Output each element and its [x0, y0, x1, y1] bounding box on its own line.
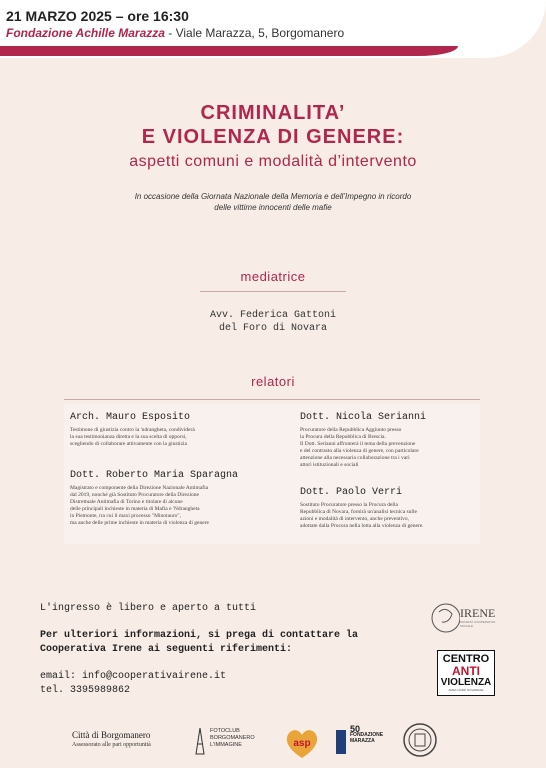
occasion-line-2: delle vittime innocenti delle mafie [214, 203, 332, 212]
citta-borgomanero-logo [72, 730, 151, 748]
mediatrice-label: mediatrice [240, 269, 306, 284]
relatore-description [70, 485, 300, 527]
free-entry-note: L'ingresso è libero e aperto a tutti [40, 603, 257, 614]
venue-name: Fondazione Achille Marazza [6, 26, 165, 40]
relatore-desc-line: Il Dott. Serianni affronterà il tema della prevenzione [300, 441, 416, 447]
relatore-desc-line: Sostituto Procuratore presso la Procura della [300, 502, 398, 508]
relatore-desc-line: azioni e modalità di intervento, anche preventivo, [300, 516, 410, 522]
title-line-2: E VIOLENZA DI GENERE: [141, 126, 405, 148]
borgomanero-sub: Assessorato alle pari opportunità [72, 742, 151, 748]
fotoclub-line: FOTOCLUB [210, 728, 240, 734]
mediatrice-divider [200, 291, 346, 292]
fondazione-text [350, 726, 400, 744]
relatore-desc-line: attenzione alla necessaria collaborazione tra i vari [300, 455, 410, 461]
borgomanero-name: Città di Borgomanero [72, 730, 151, 740]
relatore-desc-line: Procuratore della Repubblica Aggiunto presso [300, 427, 402, 433]
relatore-desc-line: Magistrato e componente della Direzione Nazionale Antimafia [70, 485, 209, 491]
relatore-desc-line: ma anche delle prime inchieste in materia di violenza di genere [70, 520, 209, 526]
event-location [6, 26, 344, 40]
relatore-desc-line: adottate dalla Procura nella lotta alla violenza di genere. [300, 523, 424, 529]
header-accent-bar [0, 46, 458, 56]
centro-antiviolenza-logo [437, 650, 495, 696]
relatore-desc-line: la sua testimonianza diretta e la sua scelta di opporsi, [70, 434, 187, 440]
relatore-description [70, 427, 290, 448]
relatori-label: relatori [251, 374, 295, 389]
venue-address: - Viale Marazza, 5, Borgomanero [164, 26, 345, 40]
marazza-emblem-icon [334, 724, 348, 756]
relatore-card [70, 412, 290, 448]
relatore-desc-line: Testimone di giustizia contro la 'ndrangheta, condividerà [70, 427, 195, 433]
header-band [0, 0, 546, 58]
fondazione-line: FONDAZIONE [350, 732, 384, 738]
contact-phone[interactable]: tel. 3395989862 [40, 685, 131, 696]
fotoclub-tower-icon [192, 726, 208, 756]
title-line-1: CRIMINALITA’ [200, 102, 346, 124]
relatore-card [70, 470, 300, 527]
asp-logo [282, 726, 322, 765]
mediatrice-block [0, 309, 546, 335]
cav-line-3: VIOLENZA [440, 677, 492, 688]
occasion-text [0, 191, 546, 213]
cav-line-1: CENTRO [442, 653, 490, 665]
fotoclub-logo [192, 726, 255, 761]
mediatrice-affiliation: del Foro di Novara [218, 323, 328, 334]
relatore-desc-line: in Piemonte, tra cui il maxi processo "Minotauro", [70, 513, 181, 519]
info-line-1: Per ulteriori informazioni, si prega di contattare la [40, 630, 359, 641]
relatore-desc-line: delle principali inchieste in materia di Mafia e 'Ndrangheta [70, 506, 200, 512]
fondazione-line: MARAZZA [350, 738, 375, 744]
relatore-desc-line: scegliendo di collaborare attivamente con la giustizia [70, 441, 187, 447]
relatore-name: Arch. Mauro Esposito [70, 412, 191, 423]
relatore-description [300, 502, 490, 530]
irene-subtitle: SOCIETÀ COOPERATIVA SOCIALE [460, 620, 496, 628]
irene-wordmark: IRENE [460, 606, 496, 620]
contact-block [40, 670, 226, 698]
relatore-desc-line: e del contrasto alla violenza di genere, con particolare [300, 448, 419, 454]
relatore-desc-line: attori istituzionali e sociali [300, 462, 359, 468]
fondazione-marazza-logo [334, 724, 384, 761]
cav-subtitle: AREA NORD NOVARESE [448, 688, 484, 692]
fotoclub-line: L'IMMAGINE [210, 742, 242, 748]
relatore-name: Dott. Paolo Verri [300, 487, 403, 498]
relatore-desc-line: Repubblica di Novara, fornirà un'analisi tecnica sulle [300, 509, 417, 515]
occasion-line-1: In occasione della Giornata Nazionale della Memoria e dell’Impegno in ricordo [134, 192, 412, 201]
seal-icon [402, 722, 438, 758]
relatore-desc-line: Distrettuale Antimafia di Torino e titolare di alcune [70, 499, 183, 505]
irene-emblem-icon [430, 598, 460, 638]
fotoclub-line: BORGOMANERO [210, 735, 255, 741]
seal-logo [402, 722, 438, 763]
info-request [40, 629, 358, 657]
relatori-divider [64, 399, 480, 400]
sponsor-row [0, 718, 546, 762]
info-line-2: Cooperativa Irene ai seguenti riferimenti: [40, 644, 293, 655]
mediatrice-name: Avv. Federica Gattoni [209, 310, 337, 321]
relatore-desc-line: dal 2019, nonché già Sostituto Procuratore della Direzione [70, 492, 199, 498]
fotoclub-text [210, 728, 260, 749]
relatore-description [300, 427, 485, 469]
cav-line-2: ANTI [452, 664, 480, 678]
asp-text: asp [293, 738, 311, 749]
relatore-name: Dott. Roberto Maria Sparagna [70, 470, 239, 481]
contact-email[interactable]: email: info@cooperativairene.it [40, 671, 227, 682]
relatore-card [300, 412, 485, 469]
subtitle: aspetti comuni e modalità d’intervento [129, 153, 417, 170]
irene-logo [430, 598, 498, 638]
fifty-years: 50 [350, 724, 361, 734]
relatore-card [300, 487, 490, 530]
relatore-desc-line: la Procura della Repubblica di Brescia. [300, 434, 386, 440]
asp-heart-icon [282, 726, 322, 760]
event-date-time: 21 MARZO 2025 – ore 16:30 [6, 8, 189, 24]
relatore-name: Dott. Nicola Serianni [300, 412, 427, 423]
